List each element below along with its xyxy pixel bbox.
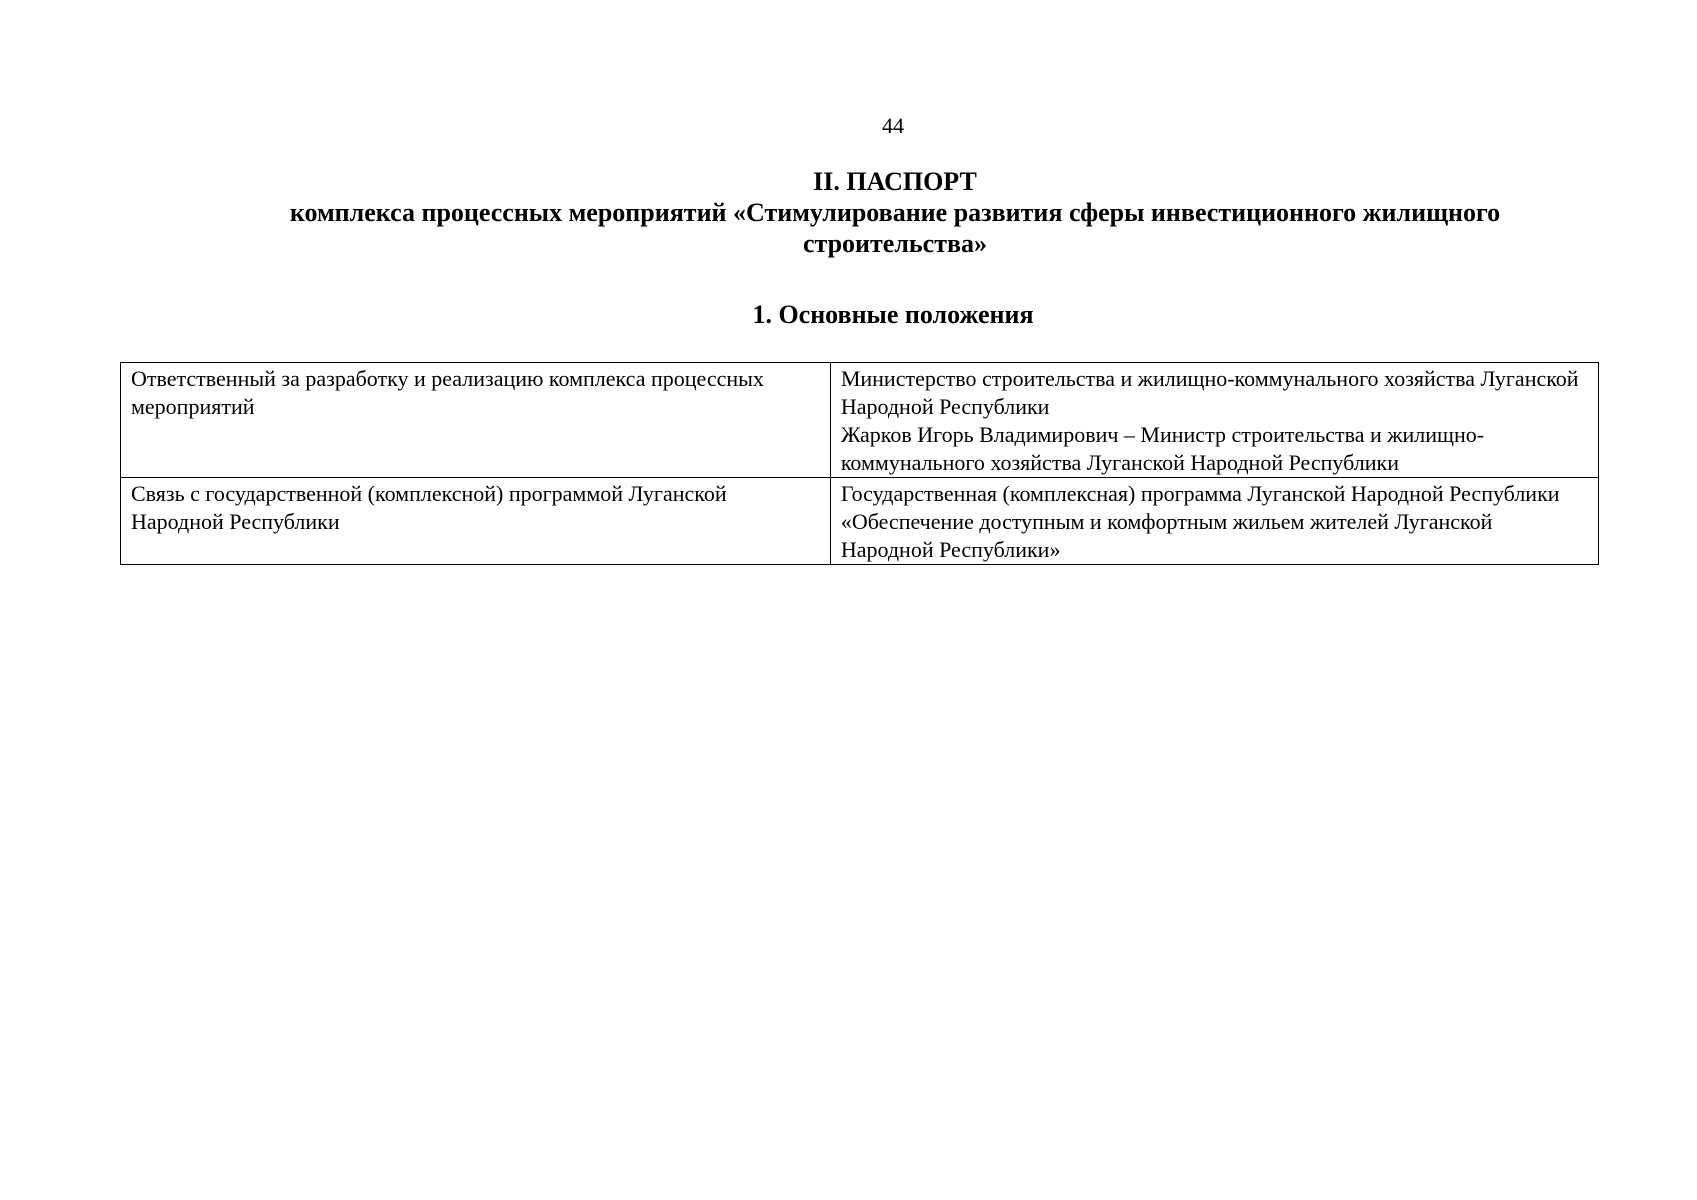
value-line: Министерство строительства и жилищно-коммунального хозяйства Луганской Народной Республики bbox=[840, 366, 1579, 419]
main-provisions-table bbox=[120, 362, 1599, 565]
table-cell-value bbox=[830, 478, 1598, 565]
title-line-1: II. ПАСПОРТ bbox=[813, 167, 977, 196]
page-number: 44 bbox=[882, 113, 904, 138]
section-heading: 1. Основные положения bbox=[752, 300, 1034, 329]
title-line-2: комплекса процессных мероприятий «Стимулирование развития сферы инвестиционного жилищного bbox=[289, 198, 1501, 227]
document-title bbox=[120, 166, 1670, 259]
table-cell-value bbox=[830, 363, 1598, 478]
title-line-3: строительства» bbox=[802, 229, 988, 258]
table-row bbox=[121, 478, 1599, 565]
value-line: Государственная (комплексная) программа Луганской Народной Республики «Обеспечение доступным и комфортным жильем жителей Луганской Народной Республики» bbox=[840, 481, 1560, 562]
table-row bbox=[121, 363, 1599, 478]
table-cell-label: Ответственный за разработку и реализацию комплекса процессных мероприятий bbox=[121, 363, 831, 478]
value-line: Жарков Игорь Владимирович – Министр строительства и жилищно-коммунального хозяйства Луганской Народной Республики bbox=[840, 422, 1485, 475]
table-cell-label: Связь с государственной (комплексной) программой Луганской Народной Республики bbox=[121, 478, 831, 565]
